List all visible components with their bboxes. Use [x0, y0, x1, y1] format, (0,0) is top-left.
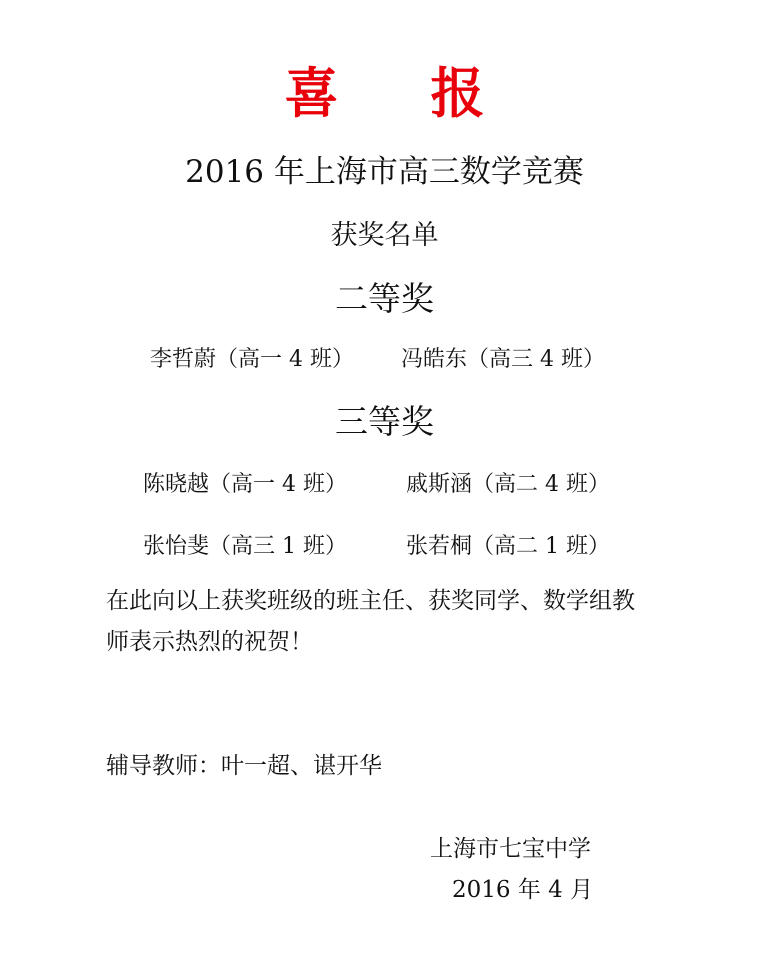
- headline-char-xi: 喜: [284, 61, 339, 125]
- third-prize-winner-2: 戚斯涵（高二 4 班）: [406, 472, 610, 497]
- second-prize-winner-2: 冯皓东（高三 4 班）: [401, 347, 605, 372]
- congrats-line-1: 在此向以上获奖班级的班主任、获奖同学、数学组教: [106, 588, 635, 614]
- third-prize-heading: 三等奖: [335, 402, 434, 441]
- notice-subtitle: 获奖名单: [330, 220, 439, 251]
- headline: [0, 61, 769, 125]
- second-prize-winner-1: 李哲蔚（高一 4 班）: [150, 347, 354, 372]
- signature-school: 上海市七宝中学: [430, 836, 591, 862]
- notice-title: 2016 年上海市高三数学竞赛: [185, 154, 584, 190]
- congrats-line-2: 师表示热烈的祝贺！: [106, 629, 313, 655]
- teachers-line: 辅导教师：叶一超、谌开华: [106, 753, 382, 779]
- third-prize-winner-1: 陈晓越（高一 4 班）: [143, 472, 347, 497]
- headline-char-bao: 报: [430, 61, 485, 125]
- third-prize-winner-4: 张若桐（高二 1 班）: [406, 534, 610, 559]
- third-prize-winner-3: 张怡斐（高三 1 班）: [143, 534, 347, 559]
- signature-date: 2016 年 4 月: [452, 877, 594, 903]
- second-prize-heading: 二等奖: [335, 279, 434, 318]
